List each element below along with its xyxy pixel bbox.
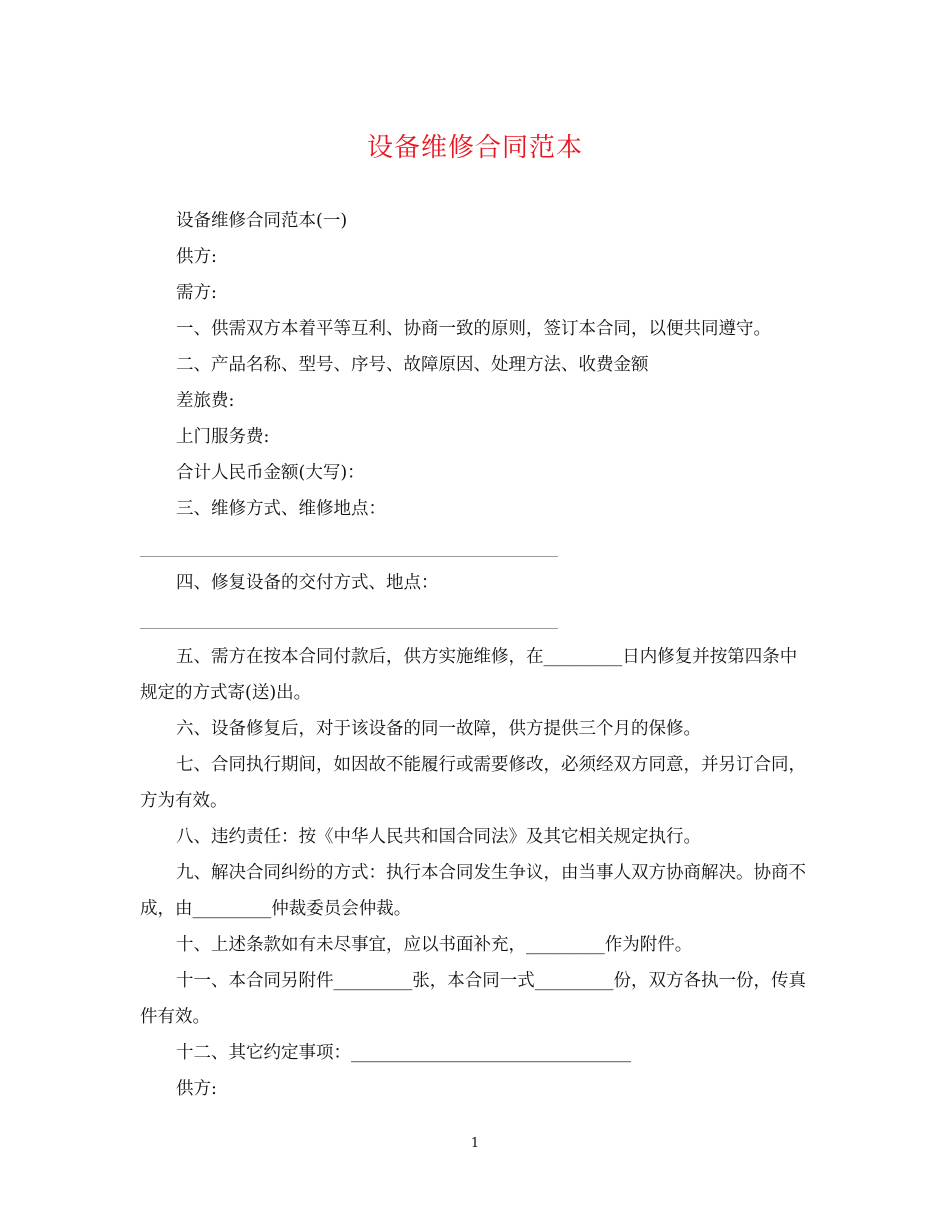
document-title: 设备维修合同范本: [366, 133, 583, 163]
clause-5: 五、需方在按本合同付款后，供方实施维修，在_________日内修复并按第四条中规定的方式寄(送)出。: [140, 647, 798, 703]
paragraph-supplier-signature: 供方:: [176, 1079, 217, 1099]
clause-10: 十、上述条款如有未尽事宜，应以书面补充，_________作为附件。: [176, 935, 693, 955]
paragraph-supplier: 供方:: [176, 247, 217, 267]
clause-3: 三、维修方式、维修地点：: [176, 499, 386, 519]
clause-9: 九、解决合同纠纷的方式：执行本合同发生争议，由当事人双方协商解决。协商不成，由_________仲裁委员会仲裁。: [140, 863, 806, 919]
blank-line-rule: [140, 556, 558, 557]
clause-1: 一、供需双方本着平等互利、协商一致的原则，签订本合同，以便共同遵守。: [176, 319, 771, 339]
clause-11: 十一、本合同另附件_________张，本合同一式_________份，双方各执一份，传真件有效。: [140, 971, 806, 1027]
total-amount-line: 合计人民币金额(大写)：: [176, 463, 365, 483]
clause-8: 八、违约责任：按《中华人民共和国合同法》及其它相关规定执行。: [176, 827, 701, 847]
clause-12: 十二、其它约定事项：________________________________: [176, 1043, 631, 1063]
clause-4: 四、修复设备的交付方式、地点：: [176, 573, 439, 593]
page-number: 1: [470, 1136, 480, 1151]
travel-fee-line: 差旅费:: [176, 391, 235, 411]
paragraph-heading: 设备维修合同范本(一): [176, 211, 348, 231]
clause-7: 七、合同执行期间，如因故不能履行或需要修改，必须经双方同意，并另订合同，方为有效。: [140, 755, 806, 811]
blank-line-rule: [140, 628, 558, 629]
service-fee-line: 上门服务费:: [176, 427, 270, 447]
clause-2: 二、产品名称、型号、序号、故障原因、处理方法、收费金额: [176, 355, 649, 375]
clause-6: 六、设备修复后，对于该设备的同一故障，供方提供三个月的保修。: [176, 719, 701, 739]
paragraph-buyer: 需方:: [176, 283, 217, 303]
